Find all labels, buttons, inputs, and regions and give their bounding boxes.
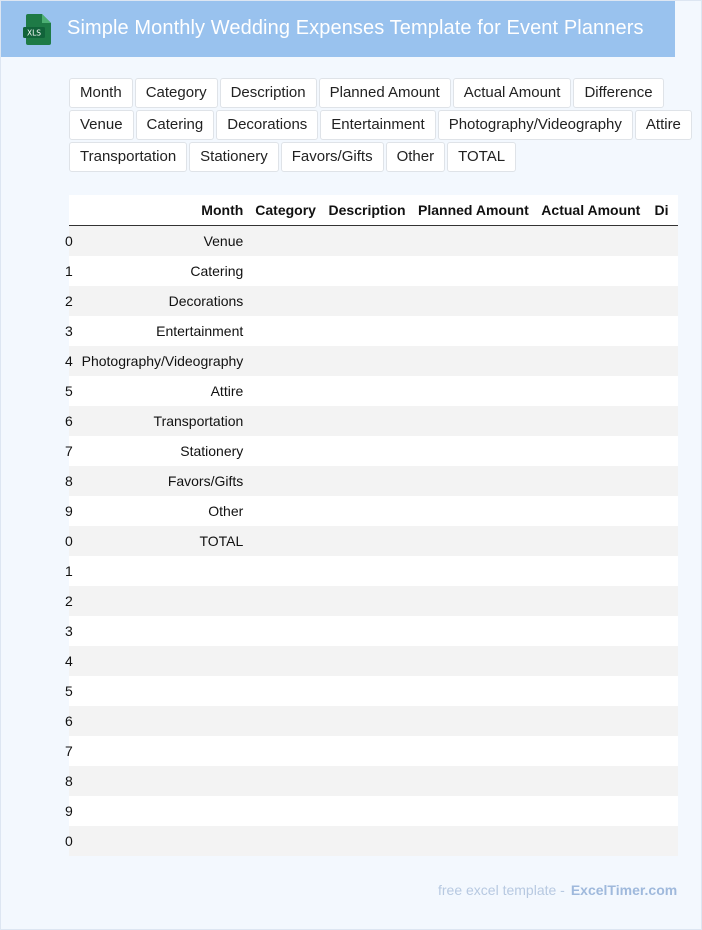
table-row — [69, 376, 678, 406]
footer-lead: free excel template - — [438, 882, 565, 898]
table-cell[interactable]: TOTAL — [73, 526, 249, 556]
table-cell[interactable] — [535, 466, 648, 496]
table-cell[interactable] — [649, 646, 678, 676]
table-cell[interactable] — [649, 616, 678, 646]
column-chip[interactable]: Stationery — [189, 142, 279, 172]
page-title: Simple Monthly Wedding Expenses Template for Event Planners — [67, 17, 644, 39]
table-cell[interactable] — [323, 376, 413, 406]
row-index: 5 — [69, 676, 73, 706]
table-cell[interactable] — [412, 676, 535, 706]
table-row — [69, 406, 678, 436]
table-cell[interactable] — [249, 436, 322, 466]
row-index: 5 — [69, 376, 73, 406]
column-header: Description — [323, 195, 413, 226]
table-row — [69, 616, 678, 646]
table-cell[interactable] — [249, 286, 322, 316]
table-cell[interactable] — [249, 586, 322, 616]
table-cell[interactable] — [249, 256, 322, 286]
table-cell[interactable] — [649, 586, 678, 616]
table-cell[interactable] — [649, 316, 678, 346]
table-cell[interactable] — [249, 646, 322, 676]
table-cell[interactable] — [249, 706, 322, 736]
column-chip[interactable]: TOTAL — [447, 142, 516, 172]
table-cell[interactable] — [535, 526, 648, 556]
table-cell[interactable] — [323, 526, 413, 556]
table-cell[interactable] — [323, 736, 413, 766]
table-cell[interactable] — [412, 556, 535, 586]
table-cell[interactable] — [649, 496, 678, 526]
column-chip[interactable]: Other — [386, 142, 446, 172]
table-cell[interactable]: Photography/Videography — [73, 346, 249, 376]
column-chip[interactable]: Entertainment — [320, 110, 435, 140]
table-body — [65, 226, 678, 857]
table-cell[interactable] — [535, 556, 648, 586]
row-index: 0 — [69, 826, 73, 856]
table-cell[interactable] — [412, 286, 535, 316]
column-header: Category — [249, 195, 322, 226]
table-row — [69, 256, 678, 286]
row-index: 0 — [69, 226, 73, 257]
table-cell[interactable] — [249, 346, 322, 376]
row-index: 7 — [69, 436, 73, 466]
table-cell[interactable] — [323, 436, 413, 466]
table-row — [69, 766, 678, 796]
table-cell[interactable] — [73, 556, 249, 586]
table-row — [69, 316, 678, 346]
table-cell[interactable] — [73, 646, 249, 676]
table-cell[interactable] — [649, 436, 678, 466]
table-cell[interactable] — [249, 766, 322, 796]
table-cell[interactable] — [649, 406, 678, 436]
column-header: Actual Amount — [535, 195, 648, 226]
table-row — [69, 466, 678, 496]
table-cell[interactable] — [535, 316, 648, 346]
row-index: 6 — [69, 706, 73, 736]
table-cell[interactable] — [249, 736, 322, 766]
table-cell[interactable] — [249, 466, 322, 496]
table-row — [69, 796, 678, 826]
table-row — [69, 226, 678, 257]
table-cell[interactable] — [412, 616, 535, 646]
column-header: Di — [649, 195, 678, 226]
column-chip[interactable]: Catering — [136, 110, 215, 140]
row-index: 8 — [69, 766, 73, 796]
table-cell[interactable] — [535, 796, 648, 826]
table-row — [69, 706, 678, 736]
chip-row — [69, 78, 699, 110]
table-cell[interactable] — [323, 796, 413, 826]
table-row — [69, 736, 678, 766]
table-cell[interactable] — [249, 556, 322, 586]
table-cell[interactable] — [535, 826, 648, 856]
table-row — [69, 676, 678, 706]
table-cell[interactable] — [649, 346, 678, 376]
table-cell[interactable] — [649, 226, 678, 257]
table-cell[interactable] — [412, 526, 535, 556]
header-bar — [1, 1, 675, 57]
column-chip[interactable]: Description — [220, 78, 317, 108]
table-cell[interactable] — [535, 736, 648, 766]
table-cell[interactable] — [249, 616, 322, 646]
expenses-table — [65, 195, 678, 856]
table-cell[interactable] — [73, 586, 249, 616]
table-cell[interactable] — [249, 376, 322, 406]
table-cell[interactable] — [412, 706, 535, 736]
table-cell[interactable] — [412, 256, 535, 286]
table-cell[interactable] — [323, 286, 413, 316]
table-cell[interactable] — [535, 406, 648, 436]
table-cell[interactable]: Catering — [73, 256, 249, 286]
table-cell[interactable] — [323, 346, 413, 376]
table-cell[interactable] — [535, 346, 648, 376]
table-cell[interactable] — [249, 676, 322, 706]
table-cell[interactable] — [412, 466, 535, 496]
table-cell[interactable] — [323, 676, 413, 706]
table-cell[interactable] — [323, 766, 413, 796]
table-cell[interactable] — [412, 646, 535, 676]
table-cell[interactable] — [73, 766, 249, 796]
table-cell[interactable] — [412, 226, 535, 257]
column-chip[interactable]: Month — [69, 78, 133, 108]
table-cell[interactable] — [412, 736, 535, 766]
table-cell[interactable]: Transportation — [73, 406, 249, 436]
table-cell[interactable] — [73, 676, 249, 706]
table-cell[interactable] — [649, 736, 678, 766]
table-cell[interactable] — [412, 346, 535, 376]
row-index: 8 — [69, 466, 73, 496]
table-cell[interactable] — [73, 736, 249, 766]
table-cell[interactable] — [323, 616, 413, 646]
table-cell[interactable] — [535, 376, 648, 406]
table-cell[interactable] — [649, 556, 678, 586]
table-cell[interactable] — [649, 826, 678, 856]
table-cell[interactable] — [649, 376, 678, 406]
table-cell[interactable] — [323, 226, 413, 257]
table-cell[interactable] — [323, 556, 413, 586]
table-cell[interactable] — [323, 466, 413, 496]
table-row — [69, 646, 678, 676]
table-cell[interactable] — [412, 496, 535, 526]
table-cell[interactable]: Stationery — [73, 436, 249, 466]
table-row — [69, 826, 678, 856]
column-chips — [69, 78, 699, 174]
column-chip[interactable]: Decorations — [216, 110, 318, 140]
row-index: 9 — [69, 496, 73, 526]
table-cell[interactable] — [649, 526, 678, 556]
table-cell[interactable]: Attire — [73, 376, 249, 406]
table-cell[interactable] — [73, 616, 249, 646]
column-chip[interactable]: Favors/Gifts — [281, 142, 384, 172]
table-cell[interactable] — [535, 256, 648, 286]
footer-credit — [438, 882, 677, 898]
file-icon-label: XLS — [26, 28, 42, 38]
row-index: 1 — [69, 256, 73, 286]
table-cell[interactable] — [249, 406, 322, 436]
table-cell[interactable] — [249, 796, 322, 826]
table-cell[interactable] — [249, 526, 322, 556]
table-cell[interactable] — [323, 706, 413, 736]
table-cell[interactable] — [323, 256, 413, 286]
table-cell[interactable] — [649, 286, 678, 316]
table-row — [69, 436, 678, 466]
table-cell[interactable] — [323, 406, 413, 436]
table-cell[interactable] — [73, 826, 249, 856]
table-cell[interactable]: Favors/Gifts — [73, 466, 249, 496]
footer-brand-link[interactable]: ExcelTimer.com — [570, 882, 678, 898]
table-header-row — [69, 195, 678, 226]
table-cell[interactable] — [649, 706, 678, 736]
table-cell[interactable]: Other — [73, 496, 249, 526]
row-index: 0 — [69, 526, 73, 556]
row-index: 4 — [69, 346, 73, 376]
table-cell[interactable]: Entertainment — [73, 316, 249, 346]
spreadsheet-preview[interactable] — [65, 195, 678, 856]
table-cell[interactable] — [249, 496, 322, 526]
table-row — [69, 496, 678, 526]
table-cell[interactable] — [249, 826, 322, 856]
column-header: Month — [73, 195, 249, 226]
row-index: 7 — [69, 736, 73, 766]
row-index: 4 — [69, 646, 73, 676]
table-cell[interactable] — [412, 766, 535, 796]
chip-row — [69, 142, 699, 174]
table-cell[interactable]: Venue — [73, 226, 249, 257]
table-cell[interactable] — [323, 586, 413, 616]
table-cell[interactable] — [535, 226, 648, 257]
column-chip[interactable]: Attire — [635, 110, 692, 140]
table-cell[interactable] — [649, 466, 678, 496]
table-cell[interactable] — [535, 436, 648, 466]
table-cell[interactable] — [412, 436, 535, 466]
table-row — [69, 526, 678, 556]
row-index: 3 — [69, 316, 73, 346]
table-cell[interactable] — [412, 376, 535, 406]
column-chip[interactable]: Actual Amount — [453, 78, 572, 108]
table-cell[interactable] — [323, 826, 413, 856]
table-cell[interactable] — [649, 256, 678, 286]
table-cell[interactable] — [535, 496, 648, 526]
table-cell[interactable] — [73, 706, 249, 736]
table-cell[interactable] — [323, 316, 413, 346]
table-cell[interactable] — [535, 766, 648, 796]
table-cell[interactable] — [73, 796, 249, 826]
column-chip[interactable]: Venue — [69, 110, 134, 140]
table-cell[interactable] — [649, 796, 678, 826]
table-row — [69, 286, 678, 316]
column-header: Planned Amount — [412, 195, 535, 226]
table-cell[interactable] — [535, 646, 648, 676]
column-chip[interactable]: Transportation — [69, 142, 187, 172]
table-cell[interactable]: Decorations — [73, 286, 249, 316]
table-cell[interactable] — [535, 616, 648, 646]
row-index: 2 — [69, 586, 73, 616]
table-cell[interactable] — [249, 316, 322, 346]
table-cell[interactable] — [412, 796, 535, 826]
table-cell[interactable] — [649, 676, 678, 706]
excel-file-icon — [23, 14, 51, 45]
table-cell[interactable] — [535, 706, 648, 736]
row-index: 2 — [69, 286, 73, 316]
table-cell[interactable] — [535, 286, 648, 316]
table-cell[interactable] — [412, 826, 535, 856]
table-cell[interactable] — [249, 226, 322, 257]
chip-row — [69, 110, 699, 142]
row-index: 1 — [69, 556, 73, 586]
table-cell[interactable] — [412, 586, 535, 616]
column-chip[interactable]: Difference — [573, 78, 663, 108]
table-cell[interactable] — [649, 766, 678, 796]
table-cell[interactable] — [412, 406, 535, 436]
table-cell[interactable] — [323, 646, 413, 676]
row-index: 6 — [69, 406, 73, 436]
table-cell[interactable] — [323, 496, 413, 526]
table-cell[interactable] — [535, 676, 648, 706]
table-row — [69, 586, 678, 616]
column-chip[interactable]: Category — [135, 78, 218, 108]
table-row — [69, 346, 678, 376]
column-chip[interactable]: Planned Amount — [319, 78, 451, 108]
table-row — [69, 556, 678, 586]
table-cell[interactable] — [535, 586, 648, 616]
row-index: 3 — [69, 616, 73, 646]
column-chip[interactable]: Photography/Videography — [438, 110, 633, 140]
table-cell[interactable] — [412, 316, 535, 346]
row-index: 9 — [69, 796, 73, 826]
